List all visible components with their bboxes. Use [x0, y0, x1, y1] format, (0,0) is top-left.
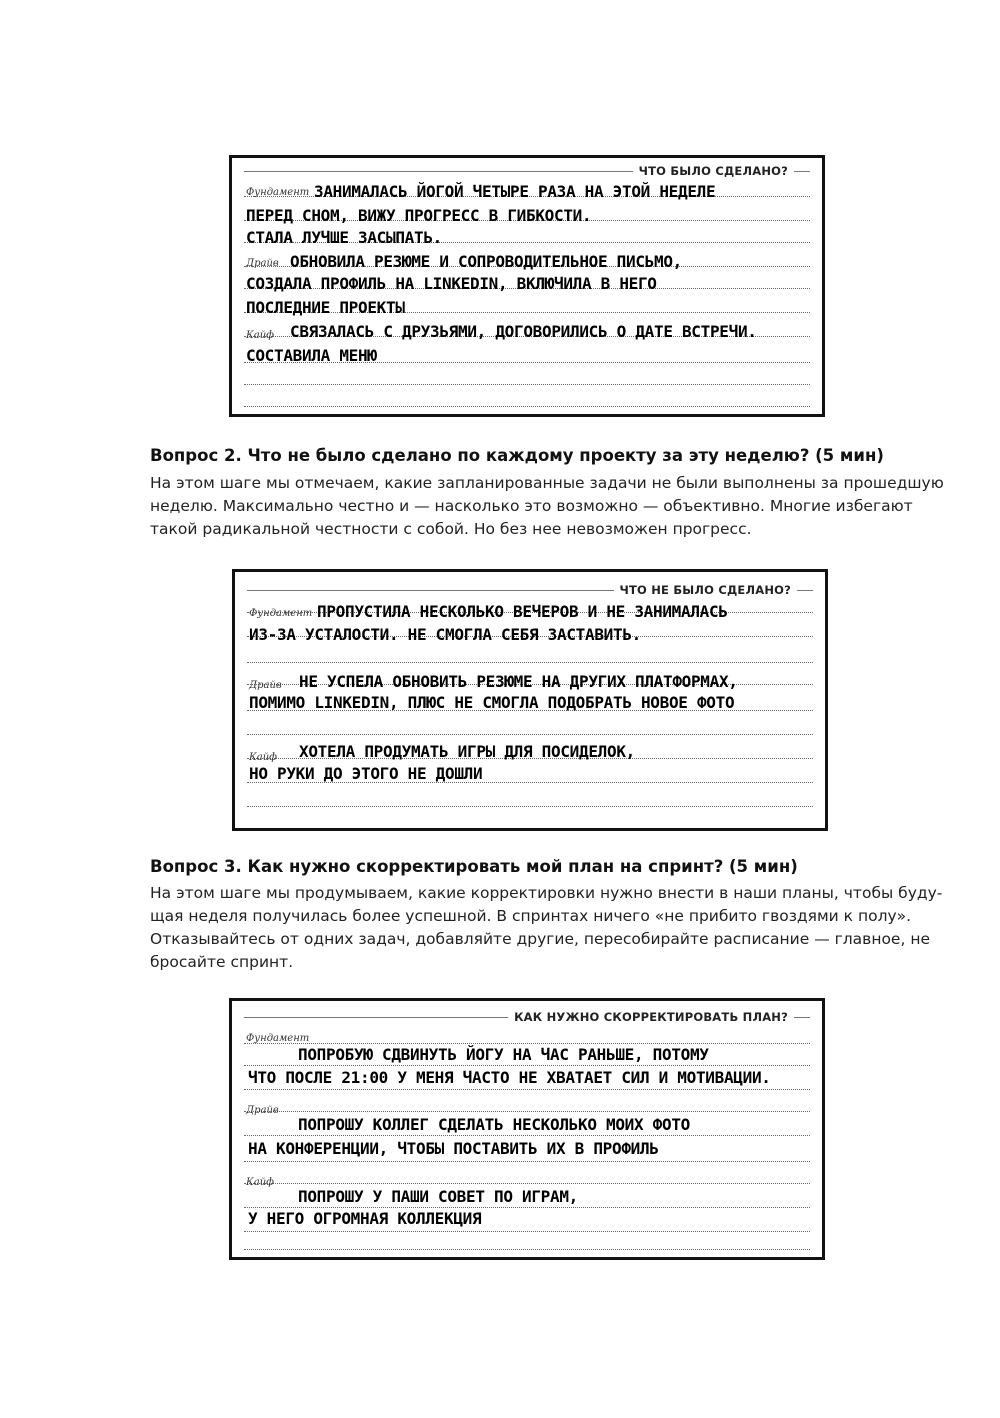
- label-joy: Кайф: [246, 330, 274, 341]
- handwritten-line: СОЗДАЛА ПРОФИЛЬ НА LINKEDIN, ВКЛЮЧИЛА В НЕГО: [246, 274, 657, 293]
- paragraph-line: На этом шаге мы отмечаем, какие запланированные задачи не были выполнены за прошедшую: [150, 474, 944, 492]
- handwritten-line: ИЗ-ЗА УСТАЛОСТИ. НЕ СМОГЛА СЕБЯ ЗАСТАВИТЬ.: [249, 625, 641, 644]
- handwritten-line: ХОТЕЛА ПРОДУМАТЬ ИГРЫ ДЛЯ ПОСИДЕЛОК,: [299, 742, 635, 761]
- handwritten-line: ОБНОВИЛА РЕЗЮМЕ И СОПРОВОДИТЕЛЬНОЕ ПИСЬМО,: [290, 252, 682, 271]
- handwritten-line: НЕ УСПЕЛА ОБНОВИТЬ РЕЗЮМЕ НА ДРУГИХ ПЛАТФОРМАХ,: [299, 672, 738, 691]
- handwritten-line: ПОМИМО LINKEDIN, ПЛЮС НЕ СМОГЛА ПОДОБРАТЬ НОВОЕ ФОТО: [249, 693, 735, 712]
- handwritten-line: ЗАНИМАЛАСЬ ЙОГОЙ ЧЕТЫРЕ РАЗА НА ЭТОЙ НЕДЕЛЕ: [314, 182, 716, 201]
- handwritten-line: СВЯЗАЛАСЬ С ДРУЗЬЯМИ, ДОГОВОРИЛИСЬ О ДАТЕ ВСТРЕЧИ.: [290, 322, 757, 341]
- handwritten-line: ЧТО ПОСЛЕ 21:00 У МЕНЯ ЧАСТО НЕ ХВАТАЕТ СИЛ И МОТИВАЦИИ.: [248, 1068, 771, 1087]
- handwritten-line: НО РУКИ ДО ЭТОГО НЕ ДОШЛИ: [249, 764, 483, 783]
- label-foundation: Фундамент: [246, 1033, 310, 1044]
- adjust-plan-worksheet: [229, 998, 825, 1260]
- question-2-title: Вопрос 2. Что не было сделано по каждому проекту за эту неделю? (5 мин): [150, 446, 884, 465]
- paragraph-line: На этом шаге мы продумываем, какие корректировки нужно внести в наши планы, чтобы буду-: [150, 884, 943, 902]
- handwritten-line: ПОПРОШУ КОЛЛЕГ СДЕЛАТЬ НЕСКОЛЬКО МОИХ ФОТО: [298, 1115, 690, 1134]
- label-drive: Драйв: [249, 680, 282, 691]
- done-worksheet: [229, 155, 825, 417]
- worksheet-title: ЧТО НЕ БЫЛО СДЕЛАНО?: [614, 583, 797, 597]
- worksheet-title: ЧТО БЫЛО СДЕЛАНО?: [633, 164, 794, 178]
- handwritten-line: ПОПРОБУЮ СДВИНУТЬ ЙОГУ НА ЧАС РАНЬШЕ, ПОТОМУ: [298, 1045, 709, 1064]
- worksheet-header: [244, 1007, 810, 1024]
- question-3-text: [150, 882, 943, 974]
- not-done-worksheet: [232, 569, 828, 831]
- label-drive: Драйв: [246, 1105, 279, 1116]
- question-2-text: [150, 472, 944, 541]
- worksheet-header: [247, 578, 813, 597]
- question-3-title: Вопрос 3. Как нужно скорректировать мой план на спринт? (5 мин): [150, 857, 798, 876]
- paragraph-line: щая неделя получилась более успешной. В спринтах ничего «не прибито гвоздями к полу».: [150, 907, 912, 925]
- label-joy: Кайф: [246, 1177, 274, 1188]
- handwritten-line: ПОСЛЕДНИЕ ПРОЕКТЫ: [246, 298, 405, 317]
- handwritten-line: СОСТАВИЛА МЕНЮ: [246, 346, 377, 365]
- worksheet-title: КАК НУЖНО СКОРРЕКТИРОВАТЬ ПЛАН?: [508, 1010, 794, 1024]
- handwritten-line: ПОПРОШУ У ПАШИ СОВЕТ ПО ИГРАМ,: [298, 1187, 578, 1206]
- handwritten-line: ПЕРЕД СНОМ, ВИЖУ ПРОГРЕСС В ГИБКОСТИ.: [246, 206, 592, 225]
- label-foundation: Фундамент: [249, 608, 313, 619]
- paragraph-line: бросайте спринт.: [150, 953, 294, 971]
- paragraph-line: Отказывайтесь от одних задач, добавляйте другие, пересобирайте расписание — главное, не: [150, 930, 930, 948]
- paragraph-line: такой радикальной честности с собой. Но без нее невозможен прогресс.: [150, 520, 752, 538]
- handwritten-line: СТАЛА ЛУЧШЕ ЗАСЫПАТЬ.: [246, 228, 442, 247]
- label-joy: Кайф: [249, 752, 277, 763]
- paragraph-line: неделю. Максимально честно и — насколько это возможно — объективно. Многие избегают: [150, 497, 913, 515]
- handwritten-line: НА КОНФЕРЕНЦИИ, ЧТОБЫ ПОСТАВИТЬ ИХ В ПРОФИЛЬ: [248, 1139, 659, 1158]
- handwritten-line: ПРОПУСТИЛА НЕСКОЛЬКО ВЕЧЕРОВ И НЕ ЗАНИМАЛАСЬ: [317, 602, 728, 621]
- label-foundation: Фундамент: [246, 187, 310, 198]
- handwritten-line: У НЕГО ОГРОМНАЯ КОЛЛЕКЦИЯ: [248, 1209, 482, 1228]
- label-drive: Драйв: [246, 258, 279, 269]
- worksheet-header: [244, 164, 810, 178]
